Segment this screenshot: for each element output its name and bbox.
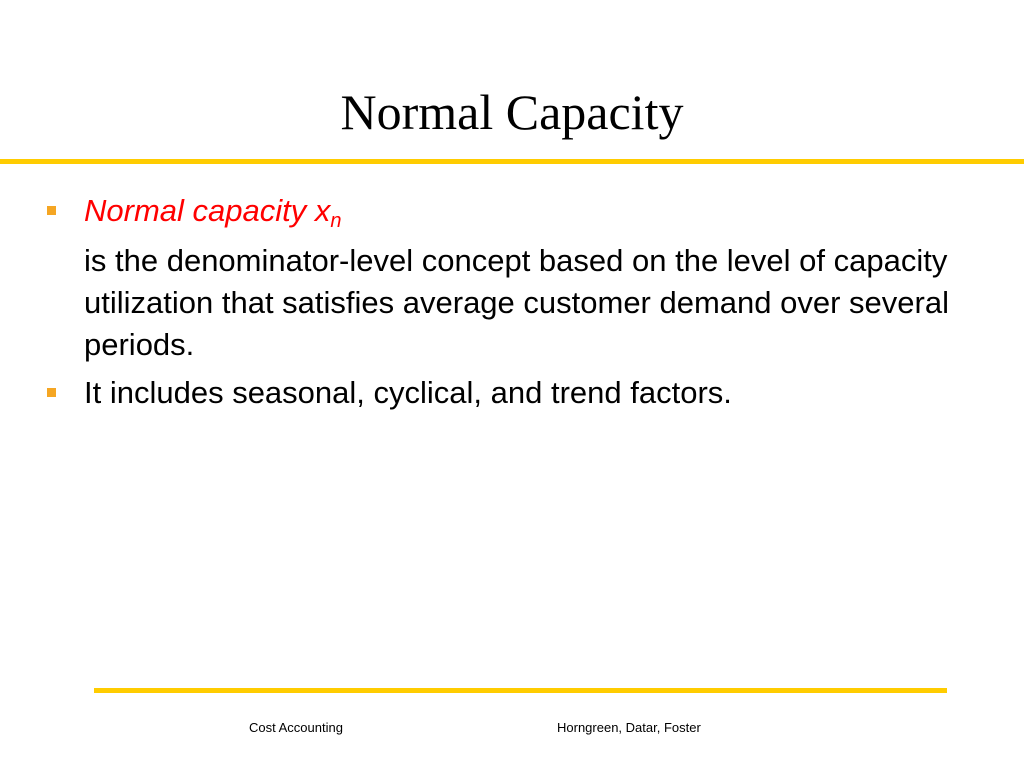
square-bullet-icon — [47, 206, 56, 215]
bullet-text: It includes seasonal, cyclical, and trend factors. — [84, 375, 732, 410]
bullet-list — [0, 190, 1024, 414]
bullet-item-normal-capacity — [0, 190, 1024, 366]
title-divider — [0, 159, 1024, 164]
footer-authors: Horngreen, Datar, Foster — [557, 720, 701, 735]
footer-course: Cost Accounting — [249, 720, 343, 735]
square-bullet-icon — [47, 388, 56, 397]
bullet-item-factors — [0, 372, 1024, 414]
term-subscript: n — [330, 210, 342, 232]
footer-divider — [94, 688, 947, 693]
term-definition: is the denominator-level concept based on the level of capacity utilization that satisfies average customer demand over several periods. — [84, 243, 949, 362]
term-normal-capacity — [84, 190, 984, 232]
slide-title: Normal Capacity — [340, 84, 684, 140]
term-text: Normal capacity x — [84, 193, 331, 228]
